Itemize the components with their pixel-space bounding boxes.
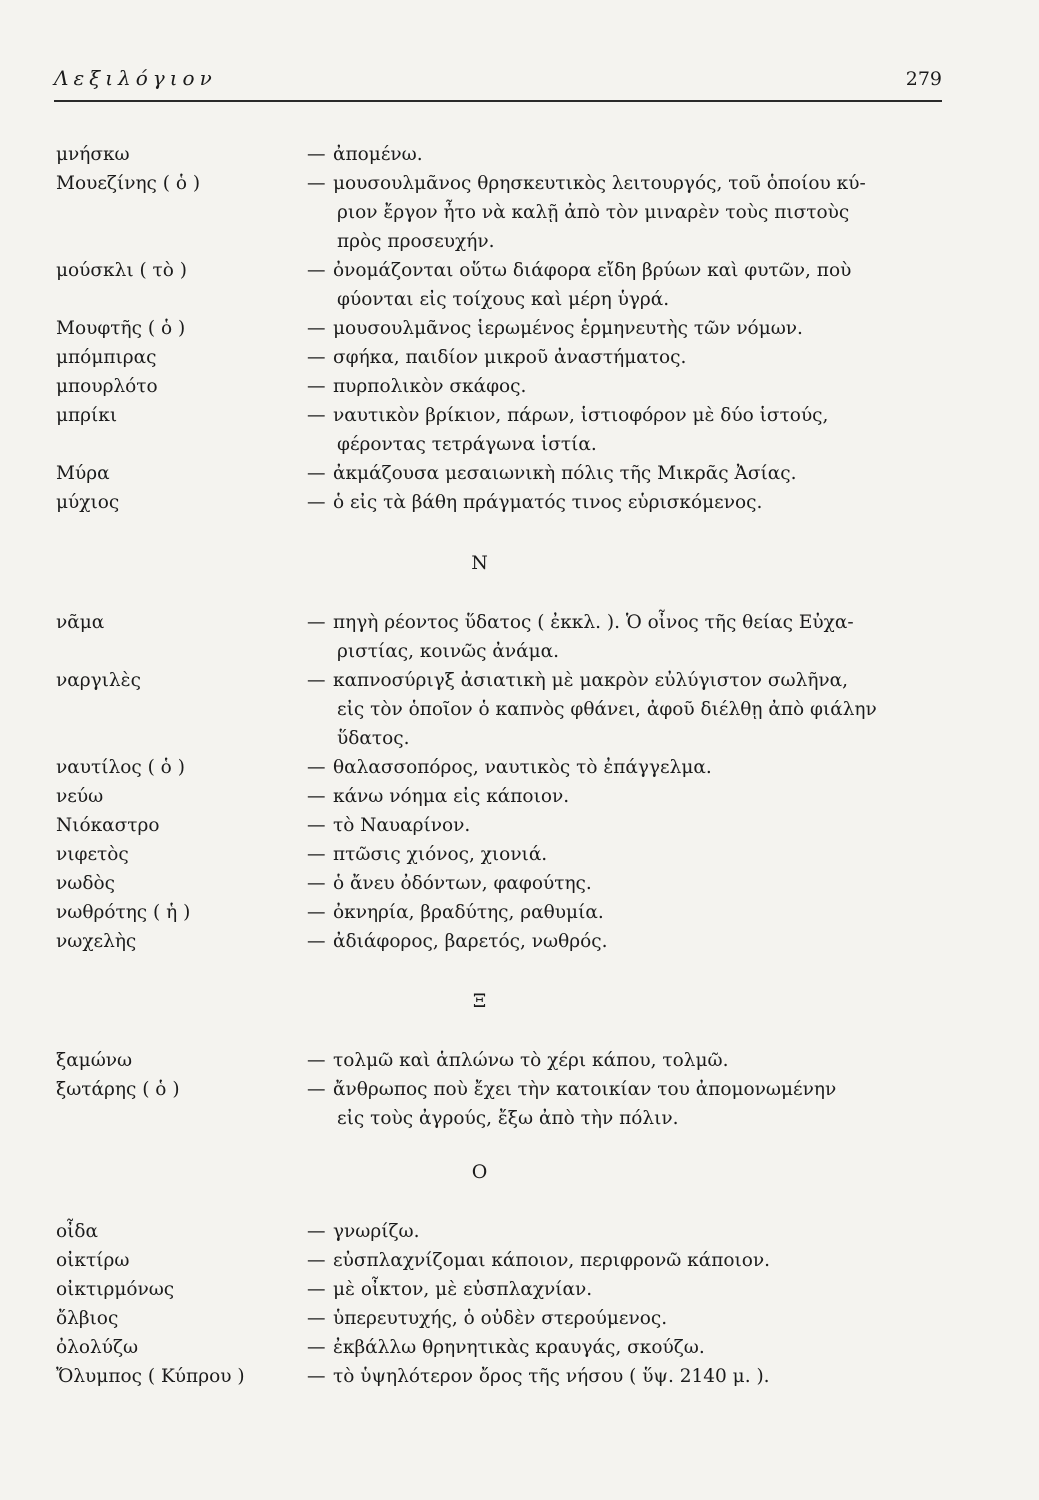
entry-definition <box>307 459 947 488</box>
em-dash: — <box>307 1279 326 1300</box>
entry-term: οἰκτιρμόνως <box>56 1279 175 1300</box>
entry-definition <box>307 1217 947 1246</box>
page-header <box>54 66 942 102</box>
definition-text: ριστίας, κοινῶς ἀνάμα. <box>337 641 560 662</box>
definition-line <box>307 782 947 811</box>
page-title: Λεξιλόγιον <box>54 66 217 90</box>
definition-line <box>307 811 947 840</box>
em-dash: — <box>307 173 326 194</box>
definition-line <box>307 1304 947 1333</box>
definition-text: ἐκβάλλω θρηνητικὰς κραυγάς, σκούζω. <box>333 1337 705 1358</box>
em-dash: — <box>307 376 326 397</box>
definition-line <box>307 1217 947 1246</box>
definition-text: ὀνομάζονται οὕτω διάφορα εἴδη βρύων καὶ φυτῶν, ποὺ <box>333 260 852 281</box>
entry-definition <box>307 401 947 459</box>
entry-definition <box>307 666 947 753</box>
entry-term: νᾶμα <box>56 612 105 633</box>
definition-text: φέροντας τετράγωνα ἱστία. <box>337 434 597 455</box>
entry-term: μπόμπιρας <box>56 347 157 368</box>
definition-text: τὸ ὑψηλότερον ὄρος τῆς νήσου ( ὕψ. 2140 μ. ). <box>333 1366 770 1387</box>
entry-definition <box>307 1046 947 1075</box>
definition-line <box>307 256 947 285</box>
entry-definition <box>307 869 947 898</box>
definition-line <box>307 753 947 782</box>
definition-line <box>307 927 947 956</box>
page-number: 279 <box>905 68 942 90</box>
definition-text: ὀκνηρία, βραδύτης, ραθυμία. <box>333 902 604 923</box>
em-dash: — <box>307 844 326 865</box>
definition-text: γνωρίζω. <box>333 1221 420 1242</box>
definition-text: μουσουλμᾶνος ἱερωμένος ἑρμηνευτὴς τῶν νόμων. <box>333 318 803 339</box>
definition-line <box>307 1075 947 1104</box>
entry-definition <box>307 256 947 314</box>
entry-definition <box>307 608 947 666</box>
entry-definition <box>307 811 947 840</box>
entry-definition <box>307 372 947 401</box>
em-dash: — <box>307 1250 326 1271</box>
definition-line <box>307 372 947 401</box>
definition-line <box>307 695 947 724</box>
definition-text: εὐσπλαχνίζομαι κάποιον, περιφρονῶ κάποιον. <box>333 1250 771 1271</box>
definition-line <box>307 198 947 227</box>
entry-definition <box>307 927 947 956</box>
entry-definition <box>307 753 947 782</box>
entry-term: μούσκλι ( τὸ ) <box>56 260 188 281</box>
em-dash: — <box>307 1050 326 1071</box>
entry-term: Νιόκαστρο <box>56 815 160 836</box>
definition-text: ἀπομένω. <box>333 144 423 165</box>
em-dash: — <box>307 492 326 513</box>
entry-term: Ὄλυμπος ( Κύπρου ) <box>56 1366 245 1387</box>
definition-line <box>307 1362 947 1391</box>
entry-definition <box>307 1246 947 1275</box>
definition-line <box>307 840 947 869</box>
em-dash: — <box>307 405 326 426</box>
entry-term: νωθρότης ( ἡ ) <box>56 902 191 923</box>
entry-definition <box>307 898 947 927</box>
em-dash: — <box>307 144 326 165</box>
em-dash: — <box>307 1366 326 1387</box>
definition-line <box>307 869 947 898</box>
entry-term: μπρίκι <box>56 405 118 426</box>
entry-definition <box>307 140 947 169</box>
entry-term: ὄλβιος <box>56 1308 119 1329</box>
entry-term: ξαμώνω <box>56 1050 133 1071</box>
definition-text: εἰς τὸν ὁποῖον ὁ καπνὸς φθάνει, ἀφοῦ διέλθῃ ἀπὸ φιάλην <box>337 699 877 720</box>
entry-term: ξωτάρης ( ὁ ) <box>56 1079 180 1100</box>
entry-term: Μουεζίνης ( ὁ ) <box>56 173 201 194</box>
definition-line <box>307 430 947 459</box>
entry-term: νιφετὸς <box>56 844 129 865</box>
definition-line <box>307 898 947 927</box>
entry-term: Μύρα <box>56 463 110 484</box>
definition-text: τὸ Ναυαρίνον. <box>333 815 471 836</box>
definition-text: τολμῶ καὶ ἁπλώνω τὸ χέρι κάπου, τολμῶ. <box>333 1050 729 1071</box>
definition-line <box>307 1275 947 1304</box>
definition-line <box>307 285 947 314</box>
entry-definition <box>307 1362 947 1391</box>
definition-text: πηγὴ ρέοντος ὕδατος ( ἐκκλ. ). Ὁ οἶνος τῆς θείας Εὐχα- <box>333 612 854 633</box>
definition-line <box>307 343 947 372</box>
definition-line <box>307 724 947 753</box>
em-dash: — <box>307 1337 326 1358</box>
entry-definition <box>307 343 947 372</box>
em-dash: — <box>307 260 326 281</box>
definition-text: θαλασσοπόρος, ναυτικὸς τὸ ἐπάγγελμα. <box>333 757 712 778</box>
em-dash: — <box>307 347 326 368</box>
em-dash: — <box>307 1079 326 1100</box>
entry-definition <box>307 782 947 811</box>
entry-term: μπουρλότο <box>56 376 158 397</box>
definition-text: σφήκα, παιδίον μικροῦ ἀναστήματος. <box>333 347 687 368</box>
section-letter: Ξ <box>472 990 487 1012</box>
entry-definition <box>307 169 947 256</box>
entry-definition <box>307 488 947 517</box>
section-letter: Ν <box>471 552 488 574</box>
entry-definition <box>307 1304 947 1333</box>
em-dash: — <box>307 670 326 691</box>
em-dash: — <box>307 463 326 484</box>
definition-line <box>307 637 947 666</box>
definition-text: κάνω νόημα εἰς κάποιον. <box>333 786 570 807</box>
em-dash: — <box>307 1221 326 1242</box>
entry-term: ὀλολύζω <box>56 1337 139 1358</box>
entry-term: νωδὸς <box>56 873 115 894</box>
entry-term: μύχιος <box>56 492 120 513</box>
definition-text: ὕδατος. <box>337 728 410 749</box>
definition-line <box>307 459 947 488</box>
definition-line <box>307 314 947 343</box>
entry-term: ναργιλὲς <box>56 670 141 691</box>
em-dash: — <box>307 786 326 807</box>
entry-definition <box>307 1275 947 1304</box>
definition-text: ὑπερευτυχής, ὁ οὐδὲν στερούμενος. <box>333 1308 668 1329</box>
definition-text: ἀκμάζουσα μεσαιωνικὴ πόλις τῆς Μικρᾶς Ἀσίας. <box>333 463 797 484</box>
section-letter: Ο <box>471 1161 488 1183</box>
definition-text: πρὸς προσευχήν. <box>337 231 495 252</box>
definition-text: ὁ ἄνευ ὀδόντων, φαφούτης. <box>333 873 592 894</box>
em-dash: — <box>307 612 326 633</box>
definition-line <box>307 169 947 198</box>
entry-term: νωχελὴς <box>56 931 137 952</box>
entry-definition <box>307 840 947 869</box>
em-dash: — <box>307 757 326 778</box>
entry-definition <box>307 1333 947 1362</box>
entry-term: οἰκτίρω <box>56 1250 130 1271</box>
em-dash: — <box>307 902 326 923</box>
definition-text: εἰς τοὺς ἀγρούς, ἔξω ἀπὸ τὴν πόλιν. <box>337 1108 679 1129</box>
em-dash: — <box>307 815 326 836</box>
entry-term: ναυτίλος ( ὁ ) <box>56 757 185 778</box>
definition-line <box>307 488 947 517</box>
definition-line <box>307 608 947 637</box>
definition-line <box>307 1333 947 1362</box>
definition-text: μὲ οἶκτον, μὲ εὐσπλαχνίαν. <box>333 1279 593 1300</box>
definition-text: ἀδιάφορος, βαρετός, νωθρός. <box>333 931 608 952</box>
definition-line <box>307 227 947 256</box>
definition-line <box>307 1246 947 1275</box>
em-dash: — <box>307 873 326 894</box>
em-dash: — <box>307 931 326 952</box>
entry-term: οἶδα <box>56 1221 99 1242</box>
entry-term: νεύω <box>56 786 104 807</box>
definition-text: μουσουλμᾶνος θρησκευτικὸς λειτουργός, τοῦ ὁποίου κύ- <box>333 173 866 194</box>
definition-line <box>307 1104 947 1133</box>
definition-line <box>307 1046 947 1075</box>
definition-line <box>307 401 947 430</box>
entry-term: μνήσκω <box>56 144 130 165</box>
definition-text: ναυτικὸν βρίκιον, πάρων, ἱστιοφόρον μὲ δύο ἱστούς, <box>333 405 829 426</box>
em-dash: — <box>307 318 326 339</box>
em-dash: — <box>307 1308 326 1329</box>
definition-line <box>307 140 947 169</box>
entry-definition <box>307 314 947 343</box>
definition-text: πυρπολικὸν σκάφος. <box>333 376 527 397</box>
definition-text: ὁ εἰς τὰ βάθη πράγματός τινος εὑρισκόμενος. <box>333 492 763 513</box>
definition-text: ἄνθρωπος ποὺ ἔχει τὴν κατοικίαν του ἀπομονωμένην <box>333 1079 837 1100</box>
definition-line <box>307 666 947 695</box>
entry-term: Μουφτῆς ( ὁ ) <box>56 318 186 339</box>
entry-definition <box>307 1075 947 1133</box>
definition-text: ριον ἔργον ἦτο νὰ καλῇ ἀπὸ τὸν μιναρὲν τοὺς πιστοὺς <box>337 202 850 223</box>
definition-text: πτῶσις χιόνος, χιονιά. <box>333 844 548 865</box>
definition-text: καπνοσύριγξ ἀσιατικὴ μὲ μακρὸν εὐλύγιστον σωλῆνα, <box>333 670 849 691</box>
definition-text: φύονται εἰς τοίχους καὶ μέρη ὑγρά. <box>337 289 670 310</box>
